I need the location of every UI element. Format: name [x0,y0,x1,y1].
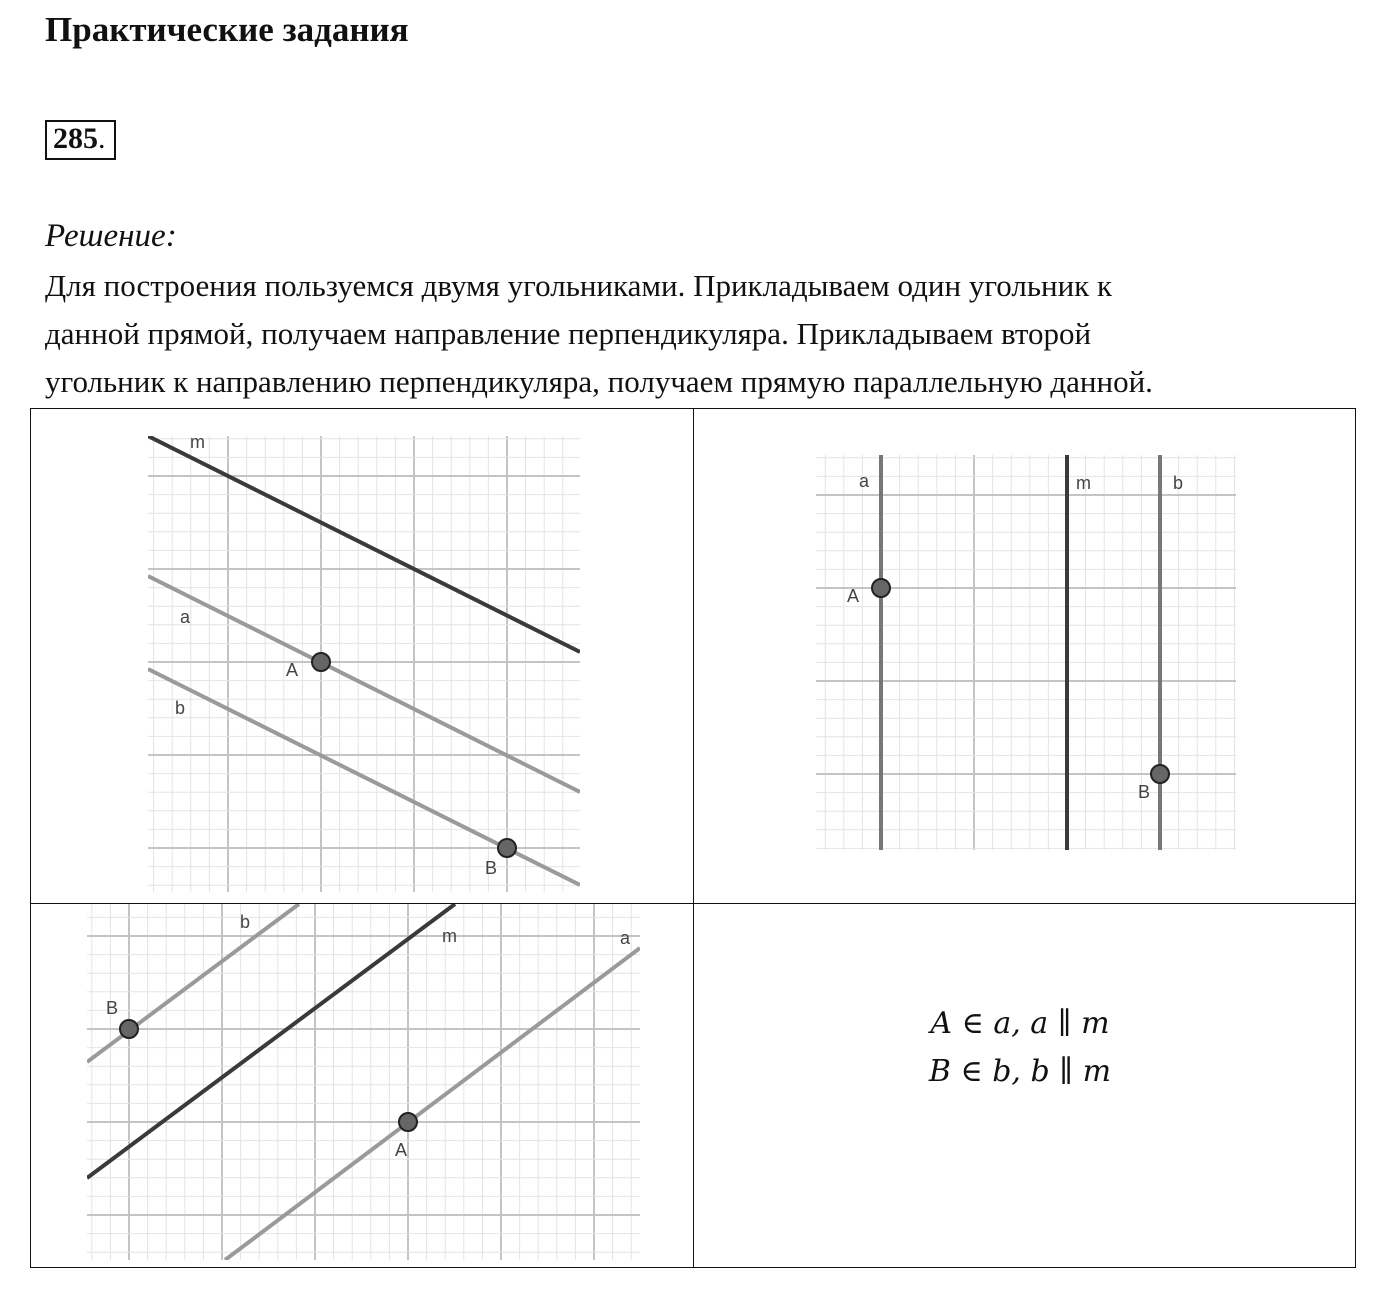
line-a [225,948,640,1260]
figure-1-drawing [148,436,580,892]
line-b-label: b [240,912,251,932]
notation-line: B ∈ b, b ∥ m [928,1054,1112,1089]
line-a-label: a [620,928,631,948]
grid [148,436,580,892]
solution-line: Для построения пользуемся двумя угольниками. Прикладываем один угольник к [45,268,1113,303]
point-a-label: A [847,586,860,606]
figure-1 [148,436,580,892]
figure-3 [87,904,640,1260]
figure-2-drawing [816,455,1236,850]
point-b-label: B [106,998,119,1018]
grid [87,904,640,1260]
section-heading: Практические задания [45,10,409,49]
solution-line: данной прямой, получаем направление перпендикуляра. Прикладываем второй [45,316,1092,351]
line-m [148,436,580,652]
line-m-label: m [190,436,205,452]
notation-line: A ∈ a, a ∥ m [930,1006,1110,1041]
point-b [498,839,516,857]
figure-3-drawing [87,904,640,1260]
line-b-label: b [1173,473,1184,493]
figure-2 [816,455,1236,850]
point-a [872,579,890,597]
table-divider-vertical [693,409,694,1267]
line-m-label: m [1076,473,1091,493]
point-b-label: B [1138,782,1151,802]
line-b [87,904,299,1062]
line-b-label: b [175,698,186,718]
line-a-label: a [180,607,191,627]
notation [720,1000,1320,1096]
point-b-label: B [485,858,498,878]
point-b [1151,765,1169,783]
line-a-label: a [859,471,870,491]
point-a [312,653,330,671]
line-m-label: m [442,926,457,946]
line-m [87,904,455,1178]
point-b [120,1020,138,1038]
line-a [148,576,580,792]
solution-line: угольник к направлению перпендикуляра, получаем прямую параллельную данной. [45,364,1153,399]
solution-label: Решение: [45,218,177,254]
task-number: 285 [53,122,98,155]
task-number-box: 285. [45,120,116,160]
point-a [399,1113,417,1131]
point-a-label: A [395,1140,408,1160]
point-a-label: A [286,660,299,680]
solution-text [45,262,1365,406]
